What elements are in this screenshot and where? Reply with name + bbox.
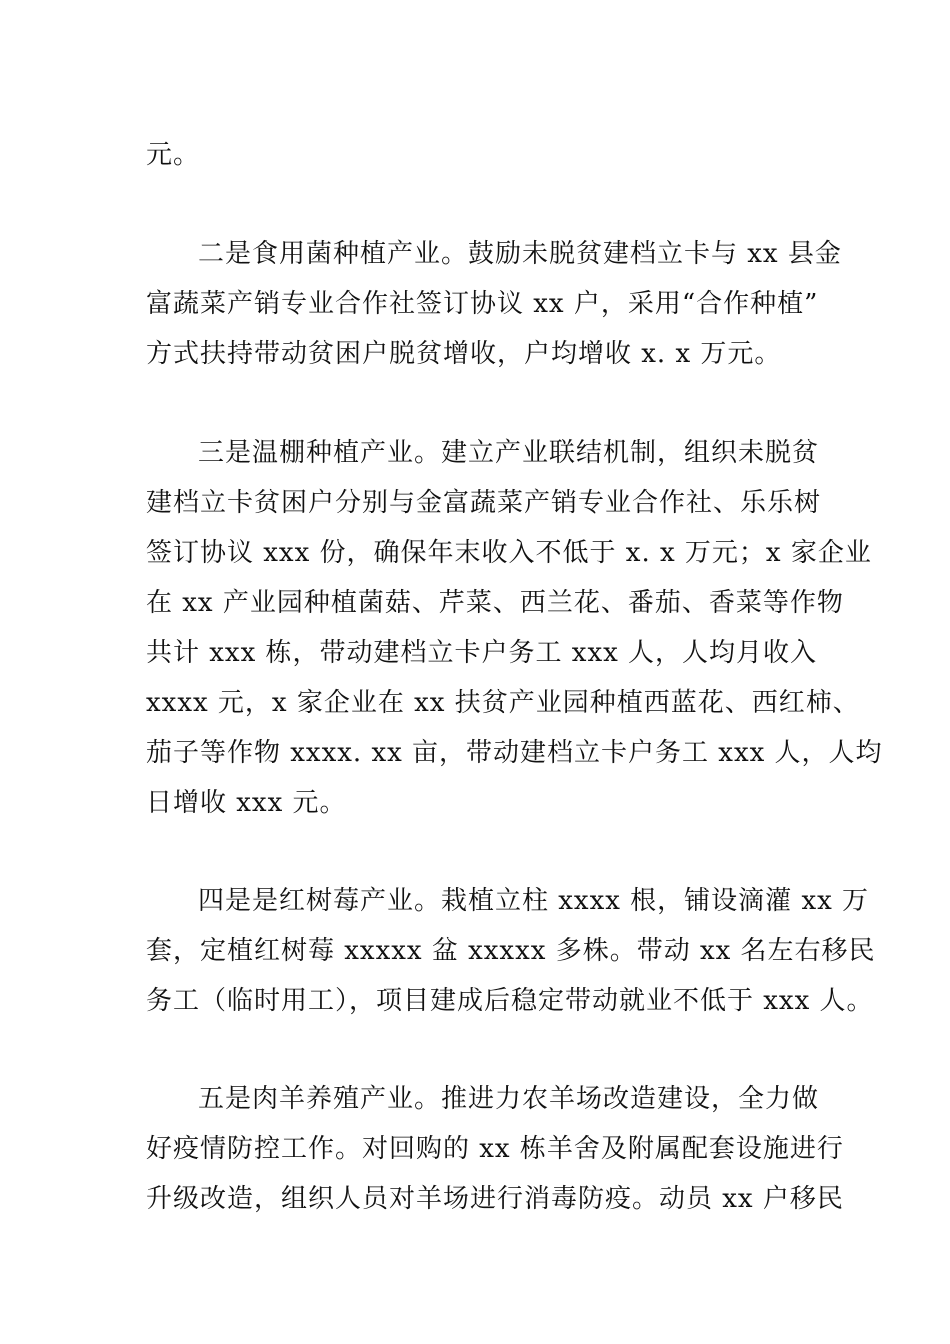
text-line: 升级改造，组织人员对羊场进行消毒防疫。动员 xx 户移民 (146, 1184, 844, 1214)
text-line: 建档立卡贫困户分别与金富蔬菜产销专业合作社、乐乐树 (146, 488, 822, 518)
text-line: 富蔬菜产销专业合作社签订协议 xx 户，采用“合作种植” (146, 289, 819, 319)
text-line: 签订协议 xxx 份，确保年末收入不低于 x. x 万元；x 家企业 (146, 538, 872, 568)
text-line: 元。 (146, 140, 201, 170)
text-line: 好疫情防控工作。对回购的 xx 栋羊舍及附属配套设施进行 (146, 1134, 844, 1164)
text-line: 茄子等作物 xxxx. xx 亩，带动建档立卡户务工 xxx 人，人均 (146, 738, 883, 768)
text-line: xxxx 元，x 家企业在 xx 扶贫产业园种植西蓝花、西红柿、 (146, 688, 860, 718)
text-line: 三是温棚种植产业。建立产业联结机制，组织未脱贫 (198, 438, 820, 468)
text-line: 四是是红树莓产业。栽植立柱 xxxx 根，铺设滴灌 xx 万 (198, 886, 870, 916)
text-line: 日增收 xxx 元。 (146, 788, 347, 818)
text-line: 共计 xxx 栋，带动建档立卡户务工 xxx 人，人均月收入 (146, 638, 818, 668)
text-line: 方式扶持带动贫困户脱贫增收，户均增收 x. x 万元。 (146, 339, 782, 369)
text-line: 五是肉羊养殖产业。推进力农羊场改造建设，全力做 (198, 1084, 820, 1114)
text-line: 套，定植红树莓 xxxxx 盆 xxxxx 多株。带动 xx 名左右移民 (146, 936, 876, 966)
text-line: 在 xx 产业园种植菌菇、芹菜、西兰花、番茄、香菜等作物 (146, 588, 844, 618)
text-line: 务工（临时用工），项目建成后稳定带动就业不低于 xxx 人。 (146, 986, 874, 1016)
text-line: 二是食用菌种植产业。鼓励未脱贫建档立卡与 xx 县金 (198, 239, 842, 269)
